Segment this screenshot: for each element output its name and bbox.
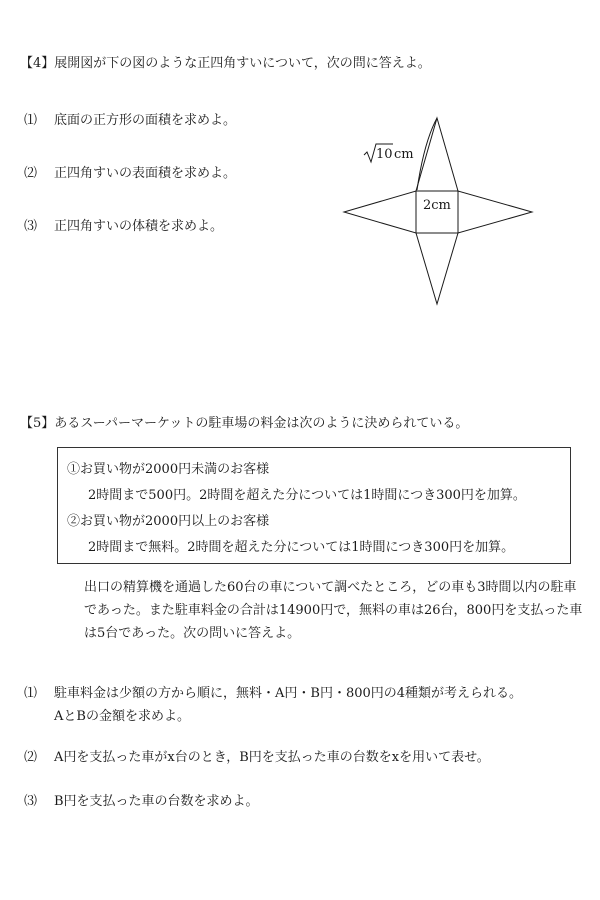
q5-item-1-text: 駐車料金は少額の方から順に，無料・A円・B円・800円の4種類が考えられる。 (54, 686, 523, 701)
q4-item-3-text: 正四角すいの体積を求めよ。 (54, 219, 224, 234)
slant-length-value: 10 (376, 147, 393, 162)
slant-length-unit: cm (394, 147, 414, 162)
q5-item-2-text: A円を支払った車がx台のとき，B円を支払った車の台数をxを用いて表せ。 (54, 750, 490, 765)
rule-1-title: ①お買い物が2000円未満のお客様 (67, 462, 270, 477)
q5-item-1-num: ⑴ (24, 686, 38, 701)
base-edge-label: 2cm (423, 198, 451, 213)
pyramid-net-figure (338, 112, 548, 312)
net-face-right (458, 191, 532, 233)
q4-item-2-text: 正四角すいの表面積を求めよ。 (54, 166, 237, 181)
rule-1-detail: 2時間まで500円。2時間を超えた分については1時間につき300円を加算。 (88, 488, 526, 503)
q4-item-1-text: 底面の正方形の面積を求めよ。 (54, 113, 237, 128)
rule-2-title: ②お買い物が2000円以上のお客様 (67, 514, 270, 529)
q5-item-2 (24, 746, 490, 765)
q5-item-3-text: B円を支払った車の台数を求めよ。 (54, 794, 259, 809)
q5-header: 【5】あるスーパーマーケットの駐車場の料金は次のように決められている。 (20, 416, 469, 431)
q4-item-3-num: ⑶ (24, 219, 38, 234)
q4-item-1-num: ⑴ (24, 113, 38, 128)
q5-item-3-num: ⑶ (24, 794, 38, 809)
q5-item-1 (24, 682, 522, 701)
q4-item-2 (24, 162, 236, 181)
q4-item-3 (24, 215, 223, 234)
rule-2-detail: 2時間まで無料。2時間を超えた分については1時間につき300円を加算。 (88, 540, 515, 555)
net-face-left (344, 191, 416, 233)
q5-item-3 (24, 790, 259, 809)
q5-intro: 出口の精算機を通過した60台の車について調べたところ，どの車も3時間以内の駐車であった。また駐車料金の合計は14900円で，無料の車は26台，800円を支払った車は5台であった。次の問いに答えよ。 (84, 580, 583, 641)
fee-rules-box (57, 447, 571, 564)
net-face-top (416, 118, 458, 191)
q5-item-1-text2: AとBの金額を求めよ。 (54, 709, 190, 724)
q4-item-2-num: ⑵ (24, 166, 38, 181)
q4-header: 【4】展開図が下の図のような正四角すいについて，次の問に答えよ。 (20, 56, 431, 71)
q4-item-1 (24, 109, 236, 128)
q5-item-2-num: ⑵ (24, 750, 38, 765)
net-face-bottom (416, 233, 458, 304)
